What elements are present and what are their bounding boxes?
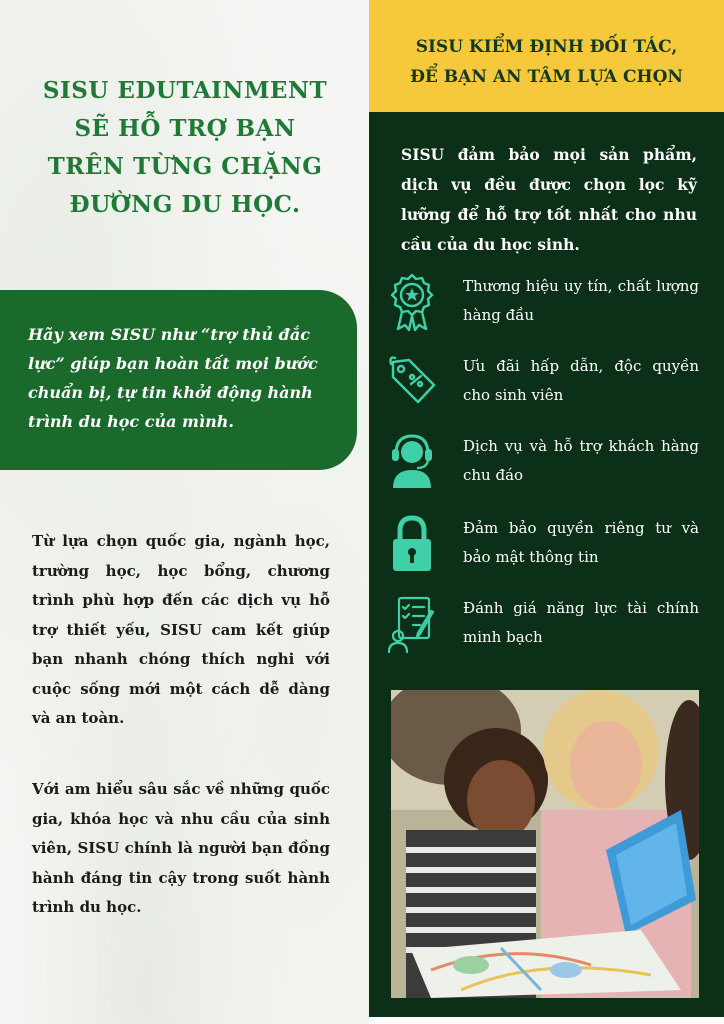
customer-support-icon xyxy=(387,432,437,492)
right-panel xyxy=(369,112,724,1017)
feature-item-deals xyxy=(383,352,709,424)
headline-line: ĐƯỜNG DU HỌC. xyxy=(69,191,301,218)
students-photo xyxy=(391,690,699,998)
headline-line: SISU EDUTAINMENT xyxy=(42,77,328,104)
price-tag-icon xyxy=(387,352,437,412)
body-paragraph-1: Từ lựa chọn quốc gia, ngành học, trường học, học bổng, chương trình phù hợp đến các dịch vụ hỗ trợ thiết yếu, SISU cam kết giúp bạn nhanh chóng thích nghi với cuộc sống mới một cách dễ dàng và an toàn. xyxy=(32,532,330,727)
partner-intro: SISU đảm bảo mọi sản phẩm, dịch vụ đều được chọn lọc kỹ lưỡng để hỗ trợ tốt nhất cho nhu cầu của du học sinh. xyxy=(401,145,697,254)
feature-item-finance xyxy=(383,594,709,666)
feature-text: Ưu đãi hấp dẫn, độc quyền cho sinh viên xyxy=(463,357,699,404)
highlight-box xyxy=(0,290,357,470)
highlight-text: Hãy xem SISU như “trợ thủ đắc lực” giúp bạn hoàn tất mọi bước chuẩn bị, tự tin khởi động hành trình du học của mình. xyxy=(28,325,318,431)
headline xyxy=(20,72,350,224)
feature-item-support xyxy=(383,432,709,504)
headline-line: SẼ HỖ TRỢ BẠN xyxy=(74,115,296,142)
feature-text: Dịch vụ và hỗ trợ khách hàng chu đáo xyxy=(463,437,699,484)
headline-line: TRÊN TỪNG CHẶNG xyxy=(47,153,323,180)
feature-text: Đảm bảo quyền riêng tư và bảo mật thông tin xyxy=(463,519,699,566)
award-badge-icon xyxy=(387,272,437,332)
partner-heading-line: ĐỂ BẠN AN TÂM LỰA CHỌN xyxy=(410,67,683,87)
body-paragraph-2: Với am hiểu sâu sắc về những quốc gia, khóa học và nhu cầu của sinh viên, SISU chính là người bạn đồng hành đáng tin cậy trong suốt hành trình du học. xyxy=(32,780,330,916)
partner-heading-line: SISU KIỂM ĐỊNH ĐỐI TÁC, xyxy=(415,37,678,57)
padlock-icon xyxy=(387,514,437,574)
feature-item-privacy xyxy=(383,514,709,586)
feature-text: Đánh giá năng lực tài chính minh bạch xyxy=(463,599,699,646)
partner-heading xyxy=(369,0,724,112)
feature-item-brand xyxy=(383,272,709,344)
feature-text: Thương hiệu uy tín, chất lượng hàng đầu xyxy=(463,277,699,324)
checklist-evaluation-icon xyxy=(387,594,437,654)
